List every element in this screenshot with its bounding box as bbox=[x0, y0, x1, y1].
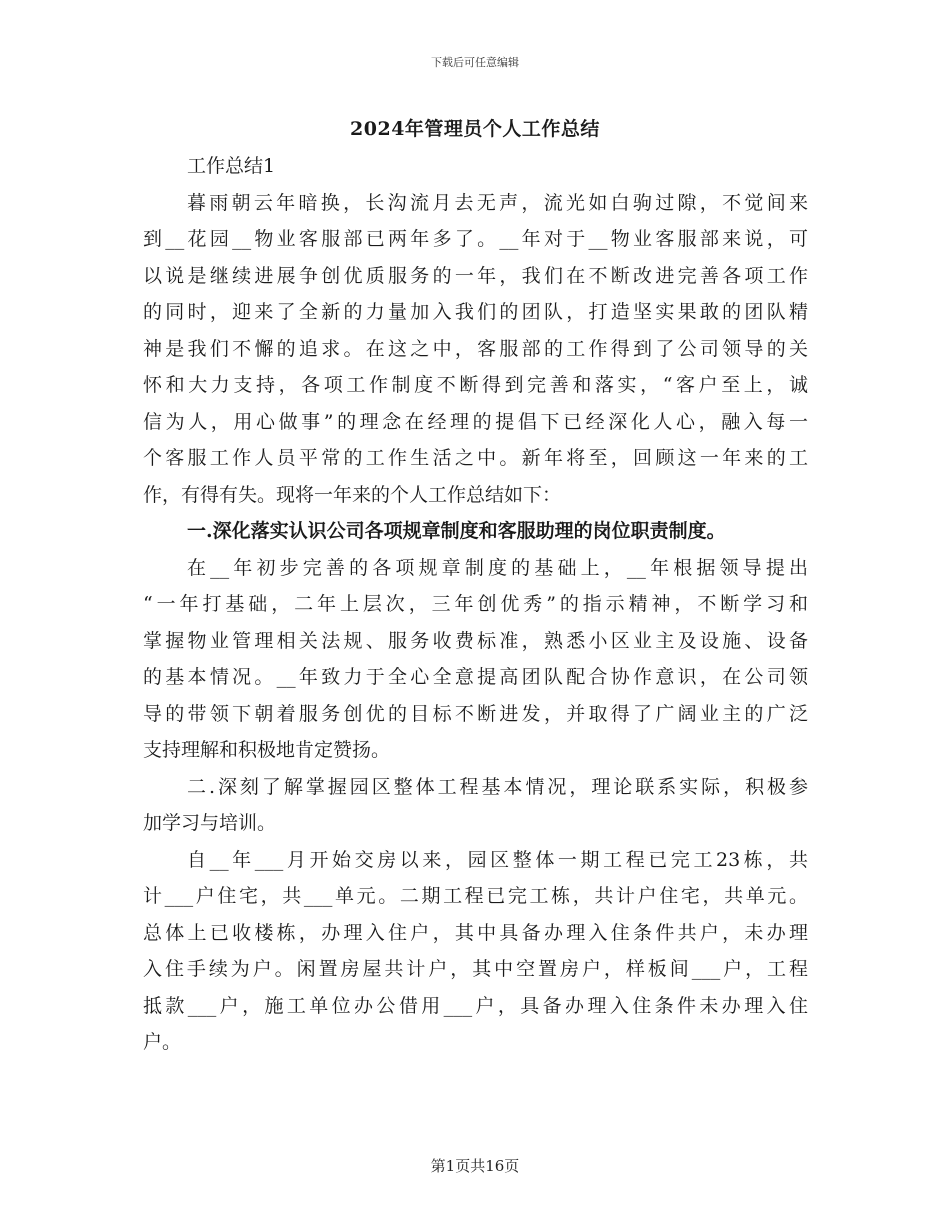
paragraph-line bbox=[143, 623, 808, 660]
paragraph-line bbox=[143, 915, 808, 952]
line-text: “一年打基础，二年上层次，三年创优秀”的指示精神，不断学习和 bbox=[143, 593, 808, 615]
paragraph-line bbox=[143, 659, 808, 696]
line-text: 掌握物业管理相关法规、服务收费标准，熟悉小区业主及设施、设备 bbox=[143, 629, 808, 652]
page-footer: 第1页共16页 bbox=[430, 1157, 520, 1175]
paragraph-line bbox=[143, 148, 808, 185]
document-title: 2024年管理员个人工作总结 bbox=[350, 118, 600, 140]
paragraph-line bbox=[143, 1024, 808, 1061]
paragraph-line bbox=[143, 367, 808, 404]
line-text: 二.深刻了解掌握园区整体工程基本情况，理论联系实际，积极参 bbox=[187, 775, 808, 798]
section-heading-line bbox=[143, 513, 808, 550]
paragraph-line bbox=[143, 404, 808, 441]
line-text: 导的带领下朝着服务创优的目标不断进发，并取得了广阔业主的广泛 bbox=[143, 702, 808, 725]
line-text: 抵款___户，施工单位办公借用___户，具备办理入住条件未办理入住 bbox=[143, 994, 808, 1017]
document-body bbox=[143, 148, 808, 1061]
paragraph-line bbox=[143, 732, 808, 769]
line-text: 的基本情况。__年致力于全心全意提高团队配合协作意识，在公司领 bbox=[143, 666, 808, 688]
paragraph-line bbox=[143, 878, 808, 915]
paragraph-line bbox=[143, 294, 808, 331]
paragraph-line bbox=[143, 951, 808, 988]
paragraph-line bbox=[143, 842, 808, 879]
header-note: 下载后可任意编辑 bbox=[431, 56, 519, 69]
line-text: 加学习与培训。 bbox=[143, 812, 277, 834]
line-text: 支持理解和积极地肯定赞扬。 bbox=[143, 739, 391, 761]
line-text: 自__年___月开始交房以来，园区整体一期工程已完工23栋，共 bbox=[187, 848, 808, 871]
paragraph-line bbox=[143, 477, 808, 514]
line-text: 入住手续为户。闲置房屋共计户，其中空置房户，样板间___户，工程 bbox=[143, 958, 808, 980]
paragraph-line bbox=[143, 440, 808, 477]
paragraph-line bbox=[143, 258, 808, 295]
line-text: 在__年初步完善的各项规章制度的基础上，__年根据领导提出 bbox=[187, 556, 808, 579]
line-text: 怀和大力支持，各项工作制度不断得到完善和落实，“客户至上，诚 bbox=[143, 374, 808, 396]
paragraph-line bbox=[143, 988, 808, 1025]
line-text: 总体上已收楼栋，办理入住户，其中具备办理入住条件共户，未办理 bbox=[143, 921, 808, 944]
line-text: 的同时，迎来了全新的力量加入我们的团队，打造坚实果敢的团队精 bbox=[143, 301, 808, 323]
paragraph-line bbox=[143, 696, 808, 733]
line-text: 暮雨朝云年暗换，长沟流月去无声，流光如白驹过隙，不觉间来 bbox=[187, 191, 808, 214]
line-text: 计___户住宅，共___单元。二期工程已完工栋，共计户住宅，共单元。 bbox=[143, 885, 808, 907]
paragraph-line bbox=[143, 769, 808, 806]
paragraph-line bbox=[143, 586, 808, 623]
paragraph-line bbox=[143, 805, 808, 842]
paragraph-line bbox=[143, 221, 808, 258]
line-text: 工作总结1 bbox=[187, 155, 276, 177]
line-text: 以说是继续进展争创优质服务的一年，我们在不断改进完善各项工作 bbox=[143, 264, 808, 287]
paragraph-line bbox=[143, 185, 808, 222]
line-text: 信为人，用心做事”的理念在经理的提倡下已经深化人心，融入每一 bbox=[143, 410, 808, 433]
line-text: 个客服工作人员平常的工作生活之中。新年将至，回顾这一年来的工 bbox=[143, 447, 808, 469]
line-text: 神是我们不懈的追求。在这之中，客服部的工作得到了公司领导的关 bbox=[143, 337, 808, 360]
line-text: 户。 bbox=[143, 1031, 182, 1053]
line-text: 一.深化落实认识公司各项规章制度和客服助理的岗位职责制度。 bbox=[187, 520, 726, 542]
paragraph-line bbox=[143, 331, 808, 368]
line-text: 到__花园__物业客服部已两年多了。__年对于__物业客服部来说，可 bbox=[143, 228, 808, 250]
line-text: 作，有得有失。现将一年来的个人工作总结如下： bbox=[143, 483, 562, 506]
paragraph-line bbox=[143, 550, 808, 587]
